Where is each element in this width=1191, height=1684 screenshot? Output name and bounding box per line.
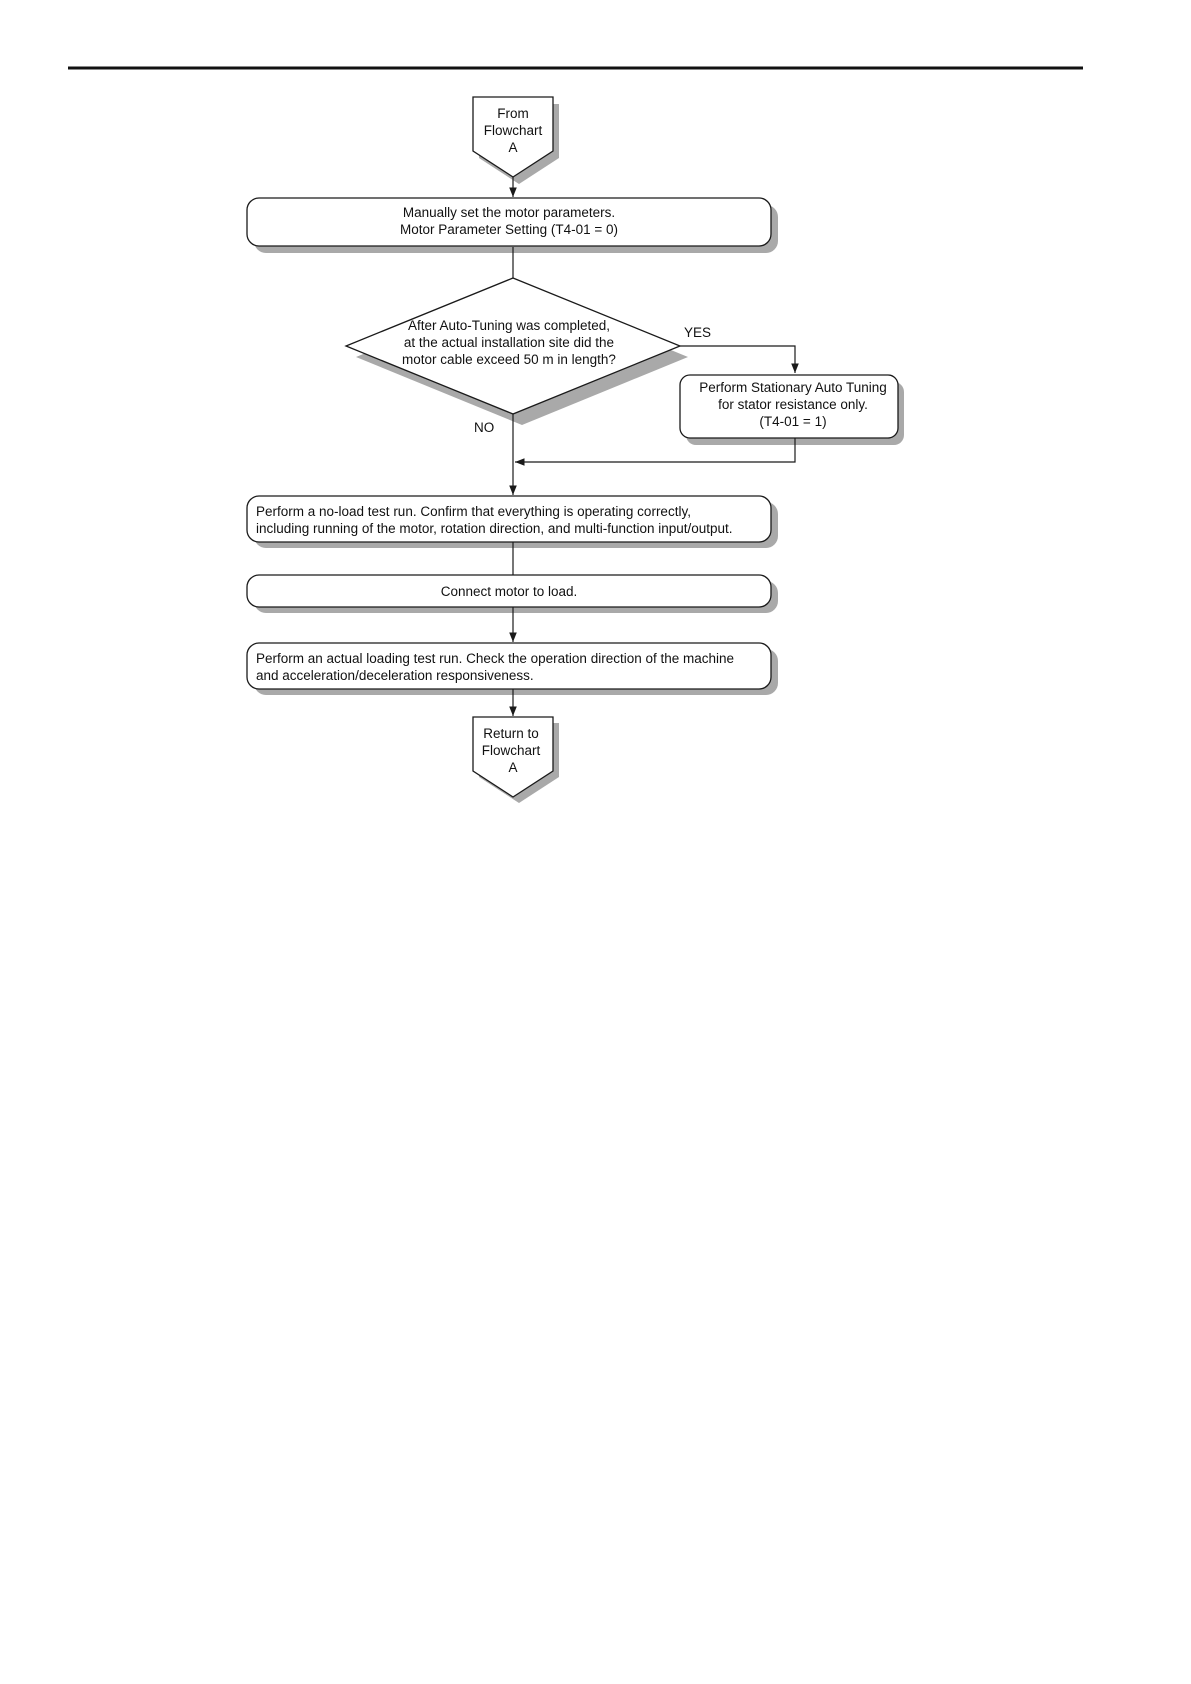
end-connector-line-2: Flowchart — [481, 743, 541, 758]
step-connect-line-1: Connect motor to load. — [440, 584, 578, 599]
step-noload-line-1: Perform a no-load test run. Confirm that everything is operating correctly, — [256, 504, 691, 519]
end-connector-line-1: Return to — [483, 726, 539, 741]
step-noload-line-2: including running of the motor, rotation direction, and multi-function input/output. — [256, 521, 733, 536]
yes-label: YES — [684, 325, 712, 340]
step-stationary-line-2: for stator resistance only. — [718, 397, 868, 412]
decision-line-2: at the actual installation site did the — [403, 335, 615, 350]
step-loading-line-2: and acceleration/deceleration responsiveness. — [256, 668, 534, 683]
decision-line-1: After Auto-Tuning was completed, — [407, 318, 611, 333]
decision-line-3: motor cable exceed 50 m in length? — [402, 352, 616, 367]
step-manual-line-2: Motor Parameter Setting (T4-01 = 0) — [400, 222, 618, 237]
step-stationary-line-3: (T4-01 = 1) — [759, 414, 827, 429]
step-manual-line-1: Manually set the motor parameters. — [402, 205, 616, 220]
start-connector-line-2: Flowchart — [483, 123, 543, 138]
arrow-yes-to-stationary — [680, 346, 795, 373]
no-label: NO — [474, 420, 495, 435]
step-loading-line-1: Perform an actual loading test run. Check the operation direction of the machine — [256, 651, 735, 666]
start-connector-line-1: From — [497, 106, 529, 121]
step-stationary-line-1: Perform Stationary Auto Tuning — [699, 380, 887, 395]
start-connector-line-3: A — [508, 140, 518, 155]
end-connector-line-3: A — [508, 760, 518, 775]
